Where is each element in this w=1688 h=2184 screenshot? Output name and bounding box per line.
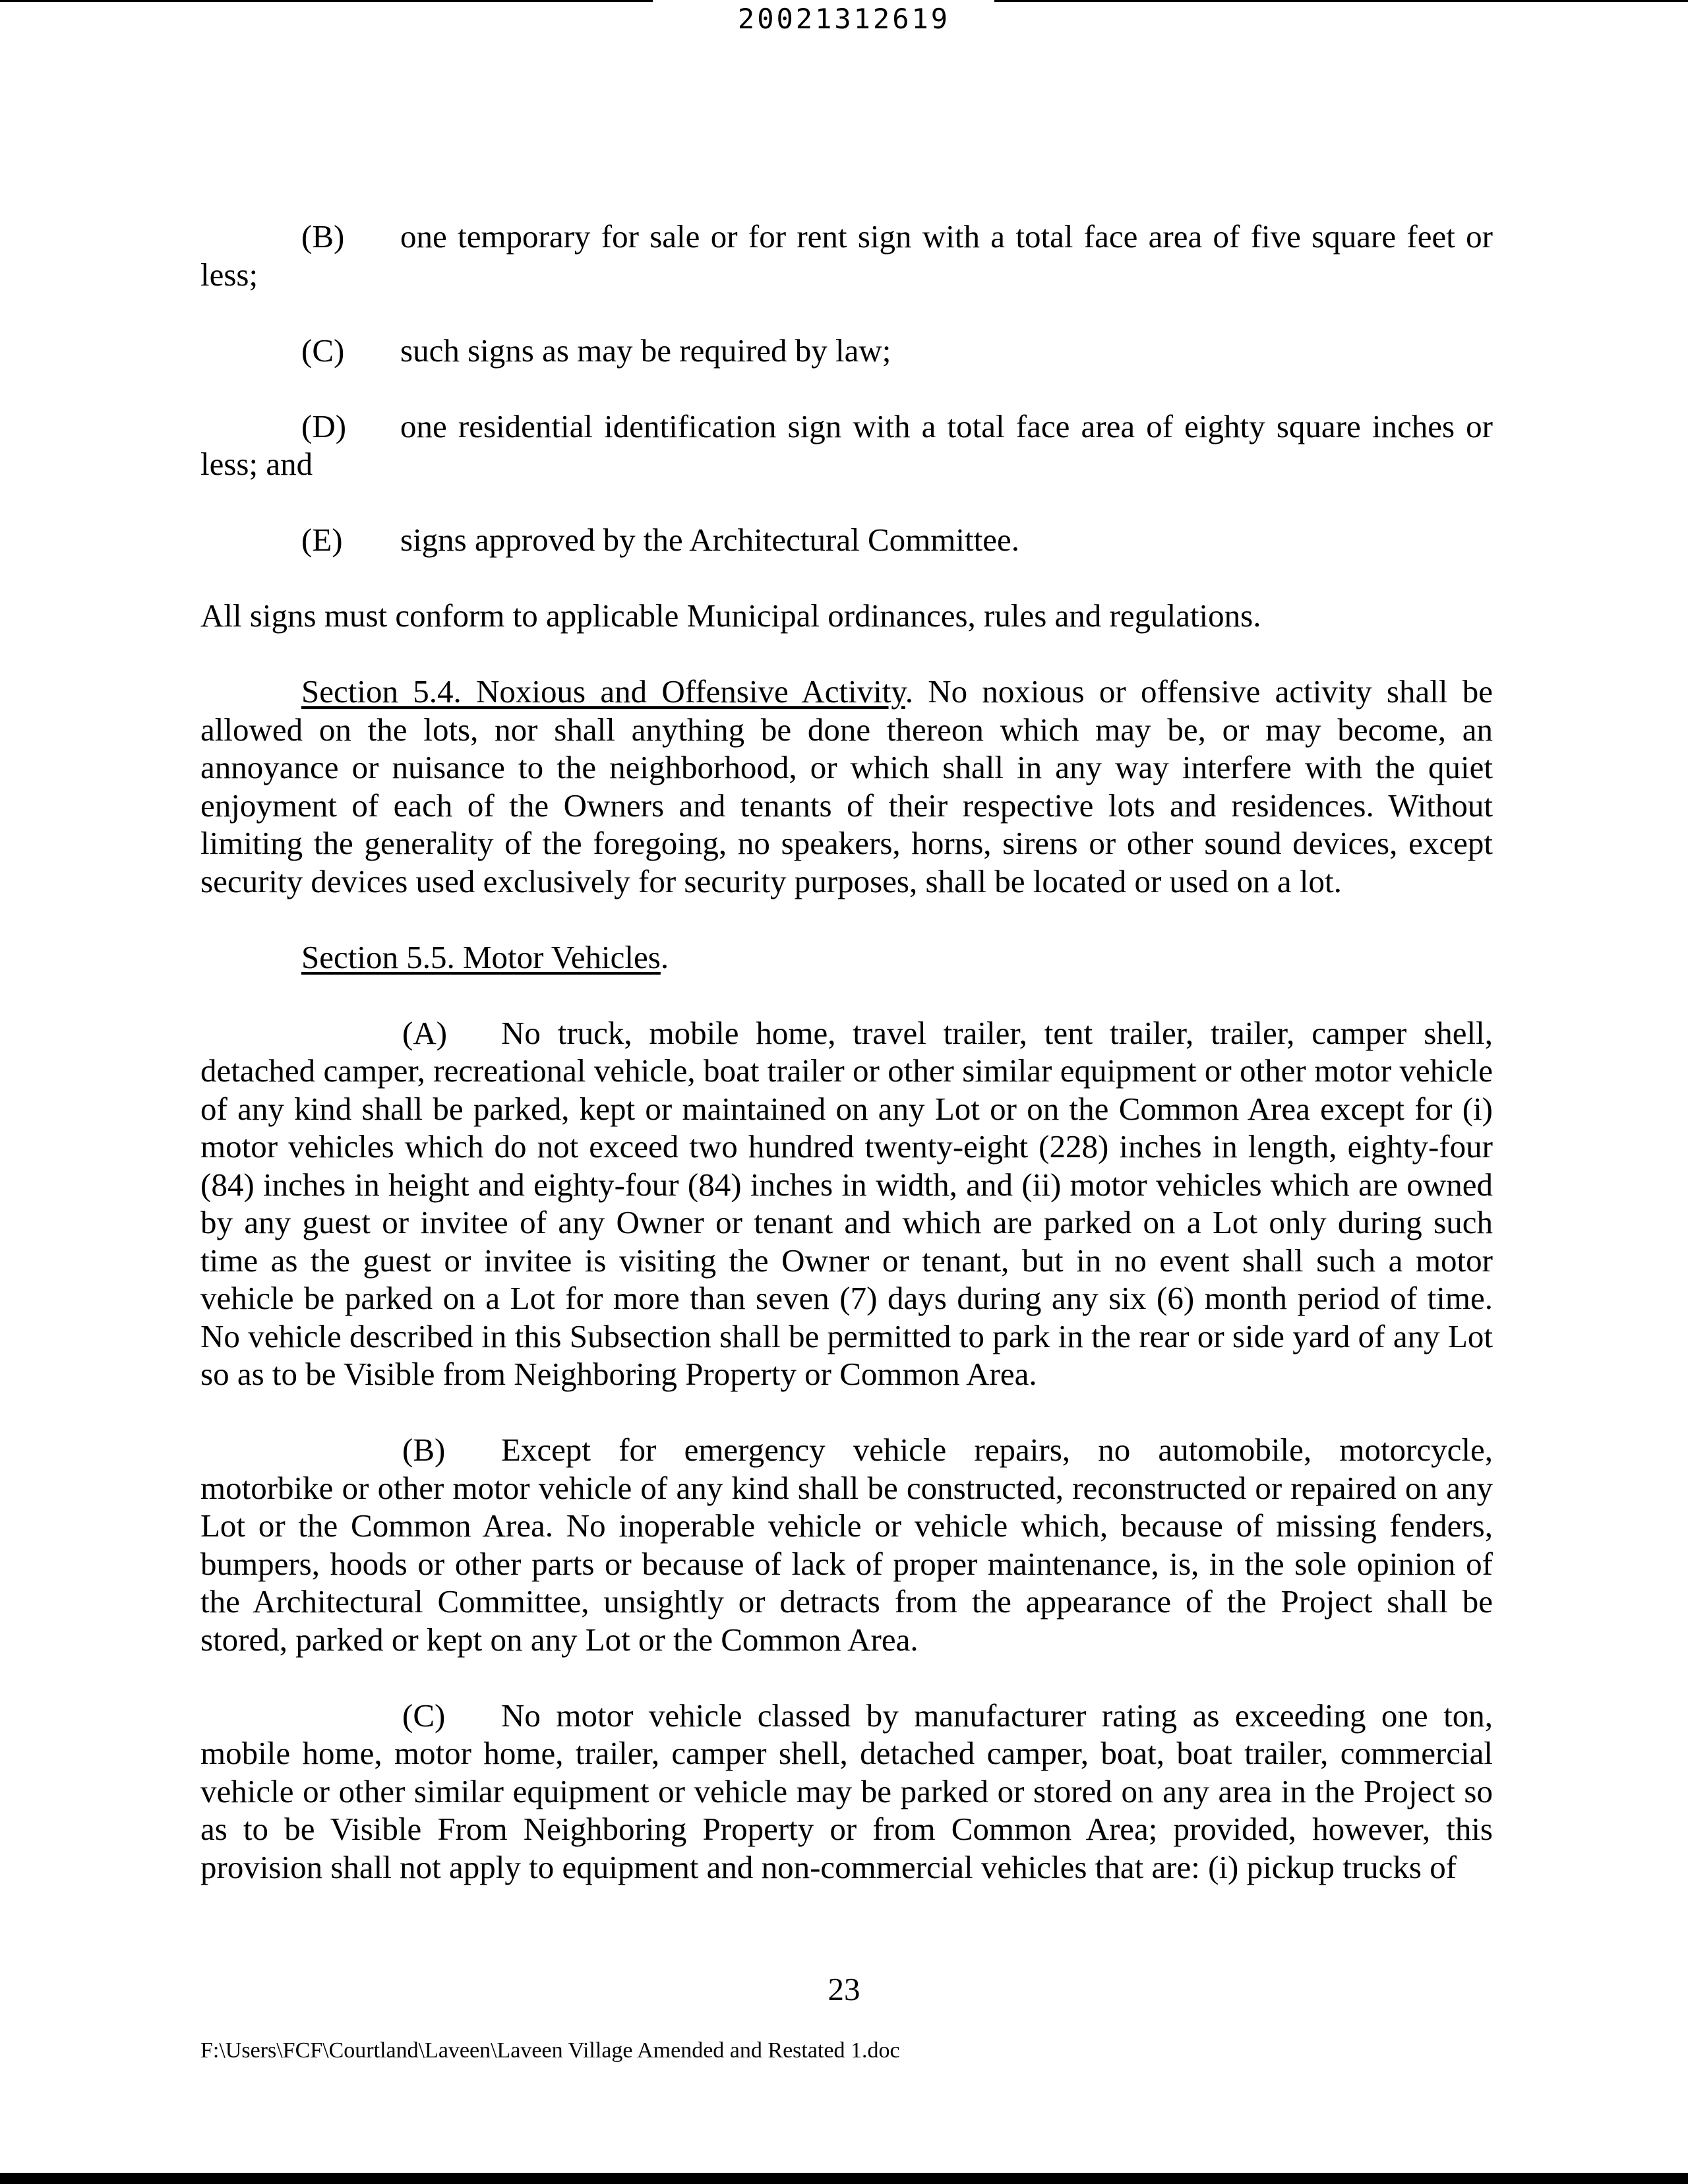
sign-item-c-label: (C)	[301, 332, 345, 369]
vehicle-item-b-text: Except for emergency vehicle repairs, no automobile, motorcycle, motorbike or other motor vehicle of any kind shall be constructed, reconstructed or repaired on any Lot or the Common Area. No inoperable vehicle or vehicle which, because of missing fenders, bumpers, hoods or other parts or because of lack of proper maintenance, is, in the sole opinion of the Architectural Committee, unsightly or detracts from the appearance of the Project shall be stored, parked or kept on any Lot or the Common Area.	[200, 1432, 1493, 1658]
sign-item-c	[200, 332, 1493, 370]
page-number: 23	[828, 1971, 860, 2007]
vehicle-item-c-text: No motor vehicle classed by manufacturer rating as exceeding one ton, mobile home, motor home, trailer, camper shell, detached camper, boat, boat trailer, commercial vehicle or other similar equipment or vehicle may be parked or stored on any area in the Project so as to be Visible From Neighboring Property or from Common Area; provided, however, this provision shall not apply to equipment and non-commercial vehicles that are: (i) pickup trucks of	[200, 1697, 1493, 1885]
vehicle-item-c	[200, 1697, 1493, 1887]
vehicle-item-b	[200, 1431, 1493, 1658]
section-5-4-heading: Section 5.4. Noxious and Offensive Activity	[301, 673, 905, 710]
sign-item-b-text: one temporary for sale or for rent sign with a total face area of five square feet or less;	[200, 218, 1493, 293]
section-5-4-text: . No noxious or offensive activity shall be allowed on the lots, nor shall anything be done thereon which may be, or may become, an annoyance or nuisance to the neighborhood, or which shall in any way interfere with the quiet enjoyment of each of the Owners and tenants of their respective lots and residences. Without limiting the generality of the foregoing, no speakers, horns, sirens or other sound devices, except security devices used exclusively for security purposes, shall be located or used on a lot.	[200, 673, 1493, 899]
document-number: 20021312619	[737, 3, 951, 35]
section-5-4-paragraph	[200, 673, 1493, 900]
top-border-line-right	[994, 0, 1688, 2]
vehicle-item-c-label: (C)	[402, 1697, 446, 1734]
sign-item-e-label: (E)	[301, 522, 343, 558]
top-border-line-left	[0, 0, 653, 2]
section-5-5-heading-paragraph	[200, 938, 1493, 977]
bottom-border-bar	[0, 2173, 1688, 2184]
vehicle-item-a-text: No truck, mobile home, travel trailer, tent trailer, trailer, camper shell, detached camper, recreational vehicle, boat trailer or other similar equipment or other motor vehicle of any kind shall be parked, kept or maintained on any Lot or on the Common Area except for (i) motor vehicles which do not exceed two hundred twenty-eight (228) inches in length, eighty-four (84) inches in height and eighty-four (84) inches in width, and (ii) motor vehicles which are owned by any guest or invitee of any Owner or tenant and which are parked on a Lot only during such time as the guest or invitee is visiting the Owner or tenant, but in no event shall such a motor vehicle be parked on a Lot for more than seven (7) days during any six (6) month period of time. No vehicle described in this Subsection shall be permitted to park in the rear or side yard of any Lot so as to be Visible from Neighboring Property or Common Area.	[200, 1014, 1493, 1392]
sign-item-b	[200, 218, 1493, 293]
file-path-footer: F:\Users\FCF\Courtland\Laveen\Laveen Village Amended and Restated 1.doc	[200, 2038, 900, 2063]
sign-item-b-label: (B)	[301, 218, 345, 255]
vehicle-item-b-label: (B)	[402, 1432, 446, 1468]
vehicle-item-a	[200, 1014, 1493, 1393]
signs-conform-paragraph: All signs must conform to applicable Municipal ordinances, rules and regulations.	[200, 597, 1261, 634]
section-5-5-heading: Section 5.5. Motor Vehicles	[301, 938, 661, 975]
vehicle-item-a-label: (A)	[402, 1014, 448, 1051]
section-5-5-heading-end: .	[660, 938, 669, 975]
sign-item-d-text: one residential identification sign with a total face area of eighty square inches or less; and	[200, 408, 1493, 482]
sign-item-d	[200, 408, 1493, 483]
document-body	[200, 218, 1493, 1924]
sign-item-d-label: (D)	[301, 408, 347, 444]
sign-item-e-text: signs approved by the Architectural Committee.	[400, 522, 1019, 558]
sign-item-c-text: such signs as may be required by law;	[400, 332, 891, 369]
sign-item-e	[200, 521, 1493, 559]
